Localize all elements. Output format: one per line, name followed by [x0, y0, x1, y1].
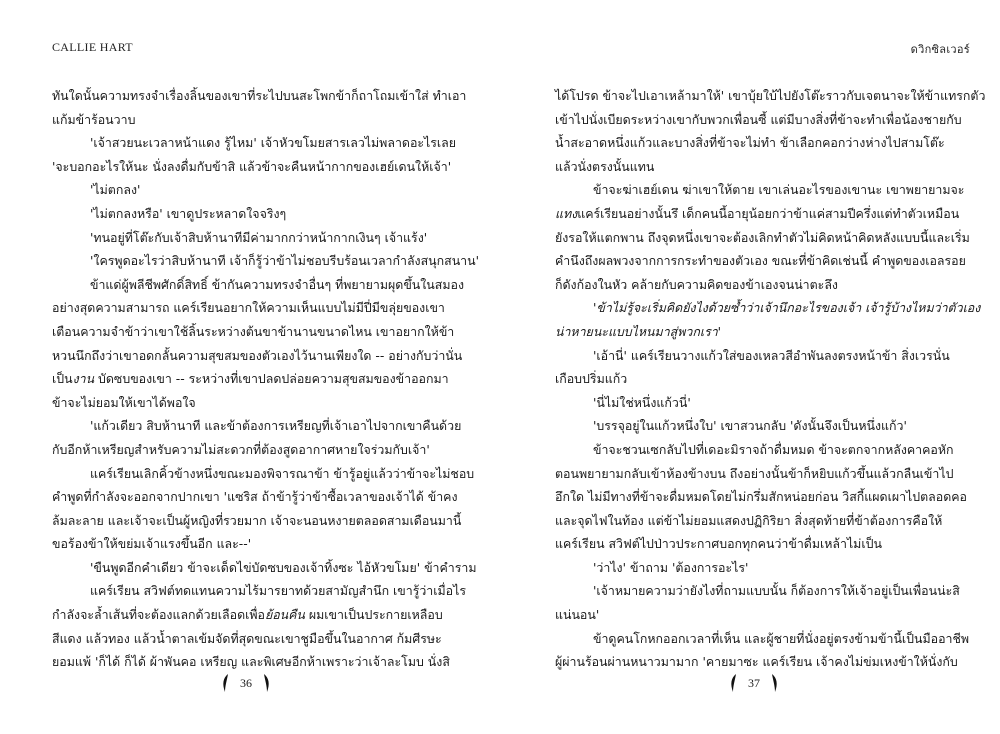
text-line: แคร์เรียนเลิกคิ้วข้างหนึ่งขณะมองพิจารณาข้า ข้ารู้อยู่แล้วว่าข้าจะไม่ชอบ	[90, 465, 475, 481]
text-line: กับอีกห้าเหรียญสำหรับความไม่สะดวกที่ต้องสูดอากาศหายใจร่วมกับเจ้า'	[52, 441, 430, 457]
text-line: 'ไม่ตกลง'	[90, 182, 141, 198]
text-span: แคร์เรียนอย่างนั้นรึ เด็กคนนี้อายุน้อยกว่าข้าแค่สามปีครึ่งแต่ทำตัวเหมือน	[577, 205, 960, 221]
page-number: 36	[240, 675, 252, 690]
page-number: 37	[748, 675, 760, 690]
text-line: ล้มละลาย และเจ้าจะเป็นผู้หญิงที่รวยมาก เจ้าจะนอนหงายตลอดสามเดือนมานี้	[52, 512, 462, 528]
text-line: ยังรอให้แตกพาน ถึงจุดหนึ่งเขาจะต้องเลิกทำตัวไม่คิดหน้าคิดหลังแบบนี้และเริ่ม	[555, 229, 970, 245]
text-line: 'ทนอยู่ที่โต๊ะกับเจ้าสิบห้านาทีมีค่ามากกว่าหน้ากากเงินๆ เจ้าแร้ง'	[90, 229, 428, 245]
text-line: ขอร้องข้าให้ขย่มเจ้าแรงขึ้นอีก และ--'	[52, 536, 252, 552]
text-line: 'ไม่ตกลงหรือ' เขาดูประหลาดใจจริงๆ	[90, 205, 287, 221]
body-text	[52, 84, 480, 674]
text-line: หวนนึกถึงว่าเขาอดกลั้นความสุขสมของตัวเองไว้นานเพียงใด -- อย่างกับว่านั่น	[52, 347, 463, 363]
italic-text: แทง	[555, 205, 578, 221]
left-ornament-icon	[730, 674, 738, 692]
text-line: ข้าจะชวนเซกลับไปที่เดอะมิราจถ้าดื่มหมด ข้าจะตกจากหลังคาคอหัก	[593, 441, 954, 457]
left-ornament-icon	[222, 674, 230, 692]
text-line: และจุดไฟในท้อง แต่ข้าไม่ยอมแสดงปฏิกิริยา สิ่งสุดท้ายที่ข้าต้องการคือให้	[555, 512, 943, 528]
text-line: เตือนความจำข้าว่าเขาใช้ลิ้นระหว่างต้นขาข้านานขนาดไหน เขาอยากให้ข้า	[52, 323, 455, 339]
text-line: น้ำสะอาดหนึ่งแก้วและบางสิ่งที่ข้าจะไม่ทำ ข้าเลือกคอกว่างห่างไปสามโต๊ะ	[555, 135, 945, 151]
text-line	[555, 320, 967, 344]
text-line: ข้าจะไม่ยอมให้เขาได้พอใจ	[52, 394, 196, 410]
text-span: ผมเขาเป็นประกายเหลือบ	[304, 607, 443, 623]
text-line: แคร์เรียน สวิฟต์ไปป่าวประกาศบอกทุกคนว่าข้าดื่มเหล้าไม่เป็น	[555, 536, 882, 552]
text-line: ข้าจะฆ่าเฮย์เดน ฆ่าเขาให้ตาย เขาเล่นอะไรของเขานะ เขาพยายามจะ	[593, 182, 965, 198]
text-span: กำลังจะล้ำเส้นที่จะต้องแลกด้วยเลือดเพื่อ	[52, 607, 265, 623]
page-number-footer	[222, 674, 270, 692]
text-line: ทันใดนั้นความทรงจำเรื่องลิ้นของเขาที่ระไปบนสะโพกข้าก็ถาโถมเข้าใส่ ทำเอา	[52, 88, 467, 103]
text-line: 'จะบอกอะไรให้นะ นั่งลงดื่มกับข้าสิ แล้วข้าจะคืนหน้ากากของเฮย์เดนให้เจ้า'	[52, 158, 452, 174]
text-line: 'เจ้าสวยนะเวลาหน้าแดง รู้ไหม' เจ้าหัวขโมยสารเลวไม่พลาดอะไรเลย	[90, 135, 457, 151]
text-span: บัดซบของเขา -- ระหว่างที่เขาปลดปล่อยความสุขสมของข้าออกมา	[94, 371, 449, 387]
page-number-footer	[730, 674, 778, 692]
text-line: ผู้ผ่านร้อนผ่านหนาวมามาก 'คายมาซะ แคร์เรียน เจ้าคงไม่ข่มเหงข้าให้นั่งกับ	[555, 654, 958, 670]
text-line	[555, 202, 967, 226]
text-line: อย่างสุดความสามารถ แคร์เรียนอยากให้ความเห็นแบบไม่มีปี่มีขลุ่ยของเขา	[52, 300, 445, 316]
text-line: อึกใด ไม่มีทางที่ข้าจะดื่มหมดโดยไม่กรึ่มสักหน่อยก่อน วิสกี้แผดเผาไปตลอดคอ	[555, 489, 967, 505]
text-line: 'นี่ไม่ใช่หนึ่งแก้วนี่'	[593, 394, 691, 410]
running-head-title: ดวิกซิลเวอร์	[910, 43, 970, 56]
text-line: 'เจ้าหมายความว่ายังไงที่ถามแบบนั้น ก็ต้องการให้เจ้าอยู่เป็นเพื่อนน่ะสิ	[593, 583, 960, 599]
text-line: ข้าดูคนโกหกออกเวลาที่เห็น และผู้ชายที่นั่งอยู่ตรงข้ามข้านี้เป็นมืออาชีพ	[593, 630, 970, 646]
text-line: แล้วนั่งตรงนั้นแทน	[555, 158, 655, 174]
right-ornament-icon	[262, 674, 270, 692]
italic-text: 'ข้าไม่รู้จะเริ่มคิดยังไงด้วยซ้ำว่าเจ้านึกอะไรของเจ้า เจ้ารู้บ้างไหมว่าตัวเอง	[593, 300, 981, 316]
text-line: ตอนพยายามกลับเข้าห้องข้างบน ถึงอย่างนั้นข้าก็หยิบแก้วขึ้นแล้วกลืนเข้าไป	[555, 465, 954, 481]
text-line	[52, 367, 472, 391]
text-line: 'ใครพูดอะไรว่าสิบห้านาที เจ้าก็รู้ว่าข้าไม่ชอบรีบร้อนเวลากำลังสนุกสนาน'	[90, 253, 480, 269]
right-page	[500, 0, 1000, 734]
text-line: คำพูดที่กำลังจะออกจากปากเขา 'แซริส ถ้าข้ารู้ว่าข้าซื้อเวลาของเจ้าได้ ข้าคง	[52, 489, 458, 505]
italic-text: งาน	[72, 371, 95, 387]
text-line: เกือบปริ่มแก้ว	[555, 371, 628, 387]
italic-text: น่าหายนะแบบไหนมาสู่พวกเรา'	[555, 323, 722, 339]
text-span: เป็น	[52, 371, 73, 387]
text-line: 'บรรจุอยู่ในแก้วหนึ่งใบ' เขาสวนกลับ 'ดังนั้นจึงเป็นหนึ่งแก้ว'	[593, 418, 907, 434]
text-line: 'แก้วเดียว สิบห้านาที และข้าต้องการเหรียญที่เจ้าเอาไปจากเขาคืนด้วย	[90, 418, 462, 434]
italic-text: ย้อนคืน	[264, 607, 305, 623]
text-line	[555, 296, 981, 320]
text-line: คำนึงถึงผลพวงจากการกระทำของตัวเอง ขณะที่ข้าคิดเช่นนี้ คำพูดของเอลรอย	[555, 253, 966, 269]
text-line	[52, 603, 472, 627]
text-line: ก็ดังก้องในหัว คล้ายกับความคิดของข้าเองจนน่าตะลึง	[555, 276, 838, 292]
running-head-author: CALLIE HART	[52, 40, 133, 54]
text-line: ยอมแพ้ 'ก็ได้ ก็ได้ ผ้าพันคอ เหรียญ และพิเศษอีกห้าเพราะว่าเจ้าละโมบ นั่งสิ	[52, 654, 450, 670]
text-line: 'ว่าไง' ข้าถาม 'ต้องการอะไร'	[593, 559, 749, 575]
text-line: 'เอ้านี่' แคร์เรียนวางแก้วใส่ของเหลวสีอำพันลงตรงหน้าข้า สิ่งเวรนั่น	[593, 347, 950, 363]
text-line: ได้โปรด ข้าจะไปเอาเหล้ามาให้' เขาบุ้ยใบ้ไปยังโต๊ะราวกับเจตนาจะให้ข้าแทรกตัว	[555, 88, 986, 103]
right-ornament-icon	[770, 674, 778, 692]
text-line: แคร์เรียน สวิฟต์ทดแทนความไร้มารยาทด้วยสามัญสำนึก เขารู้ว่าเมื่อไร	[90, 583, 466, 599]
text-line: 'ขืนพูดอีกคำเดียว ข้าจะเด็ดไข่บัดซบของเจ้าทิ้งซะ ไอ้หัวขโมย' ข้าคำราม	[90, 559, 477, 575]
body-text	[555, 84, 986, 674]
text-line: สีแดง แล้วทอง แล้วน้ำตาลเข้มจัดที่สุดขณะเขาชูมือขึ้นในอากาศ ก้มศีรษะ	[52, 630, 442, 646]
text-line: แก้มข้าร้อนวาบ	[52, 111, 136, 127]
text-line: แน่นอน'	[555, 607, 600, 623]
text-line: เข้าไปนั่งเบียดระหว่างเขากับพวกเพื่อนซี้ แต่มีบางสิ่งที่ข้าจะทำเพื่อน้องชายกับ	[555, 111, 962, 127]
text-line: ข้าแด่ผู้พลีชีพศักดิ์สิทธิ์ ข้ากันความทรงจำอื่นๆ ที่พยายามผุดขึ้นในสมอง	[90, 276, 464, 292]
